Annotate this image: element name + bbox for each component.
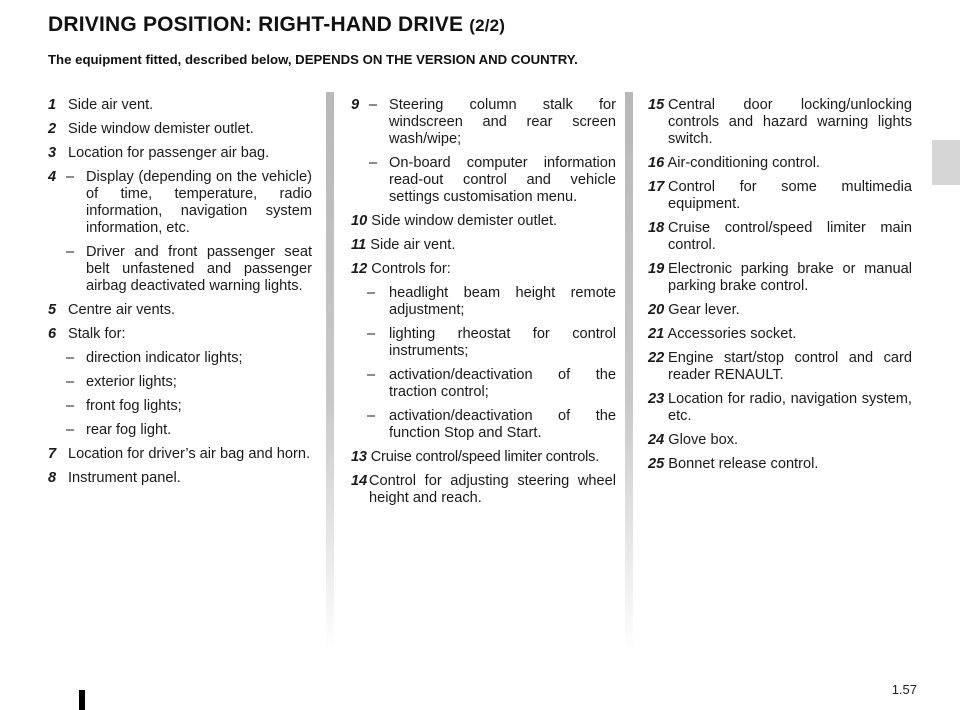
list-item: – activation/deactivation of the function Stop and Start. (367, 408, 616, 441)
title-text: DRIVING POSITION: RIGHT-HAND DRIVE (48, 13, 464, 36)
list-item: 10 Side window demister outlet. (351, 213, 558, 229)
list-item: 3 Location for passenger air bag. (48, 145, 270, 161)
list-item: 9 – Steering column stalk for windscreen and rear screen wash/wipe; (351, 97, 616, 147)
column-separator-1 (326, 92, 334, 652)
list-item: – On-board computer information read-out control and vehicle settings customisation menu. (369, 155, 616, 205)
list-item: – front fog lights; (66, 398, 182, 414)
column-3 (648, 97, 912, 480)
list-item: – Driver and front passenger seat belt unfastened and passenger airbag deactivated warning lights. (66, 244, 312, 294)
column-separator-2 (625, 92, 633, 652)
list-item: 23 Location for radio, navigation system, etc. (648, 391, 912, 424)
title-part-indicator: (2/2) (469, 16, 506, 35)
list-item: 21 Accessories socket. (648, 326, 797, 342)
chapter-tab (932, 140, 960, 185)
list-item: – exterior lights; (66, 374, 177, 390)
list-item: 7 Location for driver’s air bag and horn. (48, 446, 311, 462)
list-item: 14 Control for adjusting steering wheel height and reach. (351, 473, 616, 506)
list-item: – direction indicator lights; (66, 350, 243, 366)
list-item: 6 Stalk for: (48, 326, 126, 342)
list-item: – rear fog light. (66, 422, 172, 438)
list-item: 17 Control for some multimedia equipment. (648, 179, 912, 212)
list-item: 8 Instrument panel. (48, 470, 181, 486)
list-item: – headlight beam height remote adjustment; (367, 285, 616, 318)
page-title (48, 13, 505, 37)
list-item: 4 – Display (depending on the vehicle) of time, temperature, radio information, navigation system information, etc. (48, 169, 312, 236)
list-item: 22 Engine start/stop control and card reader RENAULT. (648, 350, 912, 383)
list-item: 5 Centre air vents. (48, 302, 176, 318)
column-2 (351, 97, 616, 514)
list-item: 19 Electronic parking brake or manual parking brake control. (648, 261, 912, 294)
list-item: 15 Central door locking/unlocking controls and hazard warning lights switch. (648, 97, 912, 147)
list-item: 13 Cruise control/speed limiter controls. (351, 449, 600, 465)
list-item: 24 Glove box. (648, 432, 739, 448)
list-item: 25 Bonnet release control. (648, 456, 819, 472)
column-1 (48, 97, 312, 494)
page-number: 1.57 (891, 682, 917, 697)
list-item: 16 Air-conditioning control. (648, 155, 820, 171)
list-item: 20 Gear lever. (648, 302, 740, 318)
list-item: 1 Side air vent. (48, 97, 154, 113)
page-edge-mark (79, 690, 85, 710)
list-item: 18 Cruise control/speed limiter main control. (648, 220, 912, 253)
list-item: 11 Side air vent. (351, 237, 456, 253)
list-item: 12 Controls for: (351, 261, 451, 277)
list-item: – lighting rheostat for control instruments; (367, 326, 616, 359)
page-subtitle: The equipment fitted, described below, DEPENDS ON THE VERSION AND COUNTRY. (48, 52, 578, 67)
list-item: – activation/deactivation of the traction control; (367, 367, 616, 400)
list-item: 2 Side window demister outlet. (48, 121, 254, 137)
